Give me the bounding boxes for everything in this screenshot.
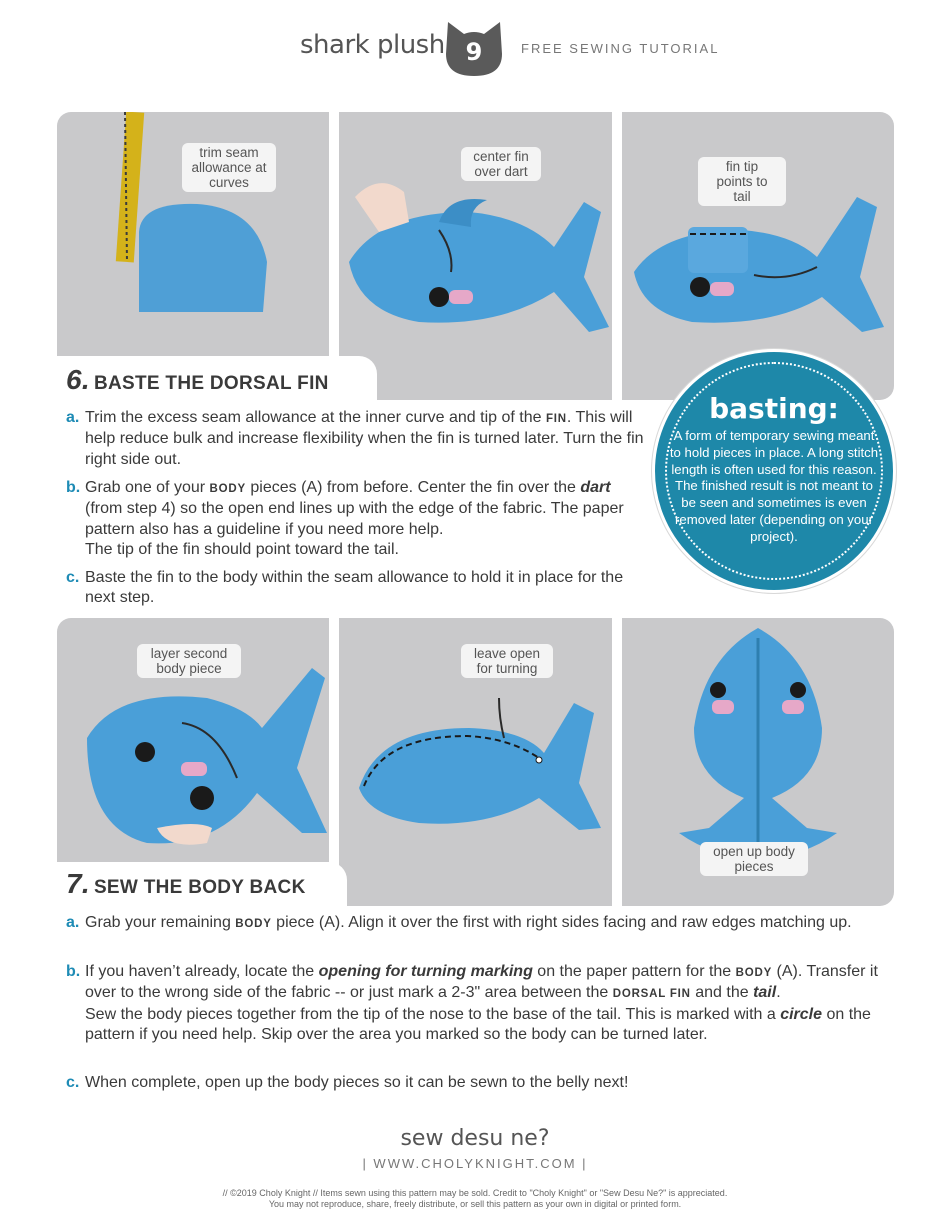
photo-leave-open (339, 618, 612, 906)
step6-instruction-a (66, 408, 646, 470)
instruction-text: When complete, open up the body pieces so it can be sewn to the belly next! (85, 1074, 629, 1091)
instruction-label: b. (66, 963, 81, 980)
footer-url[interactable]: | WWW.CHOLYKNIGHT.COM | (362, 1156, 588, 1171)
footer-legal (0, 1188, 950, 1210)
instruction-text: Grab your remaining BODY piece (A). Align it over the first with right sides facing and raw edges matching up. (85, 914, 852, 931)
callout: fin tip points to tail (698, 157, 786, 206)
step7-instruction-b (66, 962, 886, 1045)
instruction-label: b. (66, 479, 81, 496)
instruction-label: a. (66, 914, 80, 931)
step6-instruction-b (66, 478, 646, 560)
instruction-label: c. (66, 569, 80, 586)
callout: center fin over dart (461, 147, 541, 181)
step7-number: 7. (66, 868, 90, 899)
legal-line-2: You may not reproduce, share, freely distribute, or sell this pattern as your own in digital or printed form. (268, 1199, 682, 1209)
callout: layer second body piece (137, 644, 241, 678)
photo-center-fin (339, 112, 612, 400)
pattern-title: shark plush (300, 30, 445, 60)
step6-title: BASTE THE DORSAL FIN (93, 373, 329, 394)
instruction-label: a. (66, 409, 80, 426)
page-number: 9 (465, 38, 483, 66)
callout: leave open for turning (461, 644, 553, 678)
instruction-text: If you haven’t already, locate the opening for turning marking on the paper pattern for the BODY (A). Transfer it over to the wrong side of the fabric -- or just mark a 2-3" area between the DORSAL FIN and the tail. Sew the body pieces together from the tip of the nose to the base of the tail. This is marked with a circle on the pattern if you need help. Skip over the area you marked so the body can be turned later. (85, 963, 878, 1043)
step7-instruction-a (66, 913, 886, 934)
step6-instruction-c (66, 568, 646, 609)
instruction-label: c. (66, 1074, 80, 1091)
callout: open up body pieces (700, 842, 808, 876)
instruction-text: Baste the fin to the body within the seam allowance to hold it in place for the next step. (85, 569, 624, 607)
step7-title: SEW THE BODY BACK (93, 877, 306, 898)
step6-number: 6. (66, 364, 90, 395)
basting-title: basting: (709, 392, 839, 425)
footer-brand: sew desu ne? (400, 1126, 550, 1151)
basting-definition-badge (652, 349, 896, 593)
legal-line-1: // ©2019 Choly Knight // Items sewn using this pattern may be sold. Credit to "Choly Knight" or "Sew Desu Ne?" is appreciated. (222, 1188, 728, 1198)
step7-instruction-c (66, 1073, 886, 1093)
instruction-text: Trim the excess seam allowance at the inner curve and tip of the FIN. This will help reduce bulk and increase flexibility when the fin is turned later. Turn the fin right side out. (85, 409, 644, 468)
photo-open-body (622, 618, 894, 906)
tutorial-subtitle: FREE SEWING TUTORIAL (521, 41, 720, 56)
step6-heading (66, 364, 329, 396)
step7-heading (66, 868, 306, 900)
basting-text: A form of temporary sewing meant to hold pieces in place. A long stitch length is often used for this reason. The finished result is not meant to be seen and sometimes is even removed later (depending on your project). (669, 428, 879, 544)
instruction-text: Grab one of your BODY pieces (A) from before. Center the fin over the dart (from step 4) so the open end lines up with the edge of the fabric. The paper pattern also has a guideline if you need more help. The tip of the fin should point toward the tail. (85, 479, 624, 558)
callout: trim seam allowance at curves (182, 143, 276, 192)
